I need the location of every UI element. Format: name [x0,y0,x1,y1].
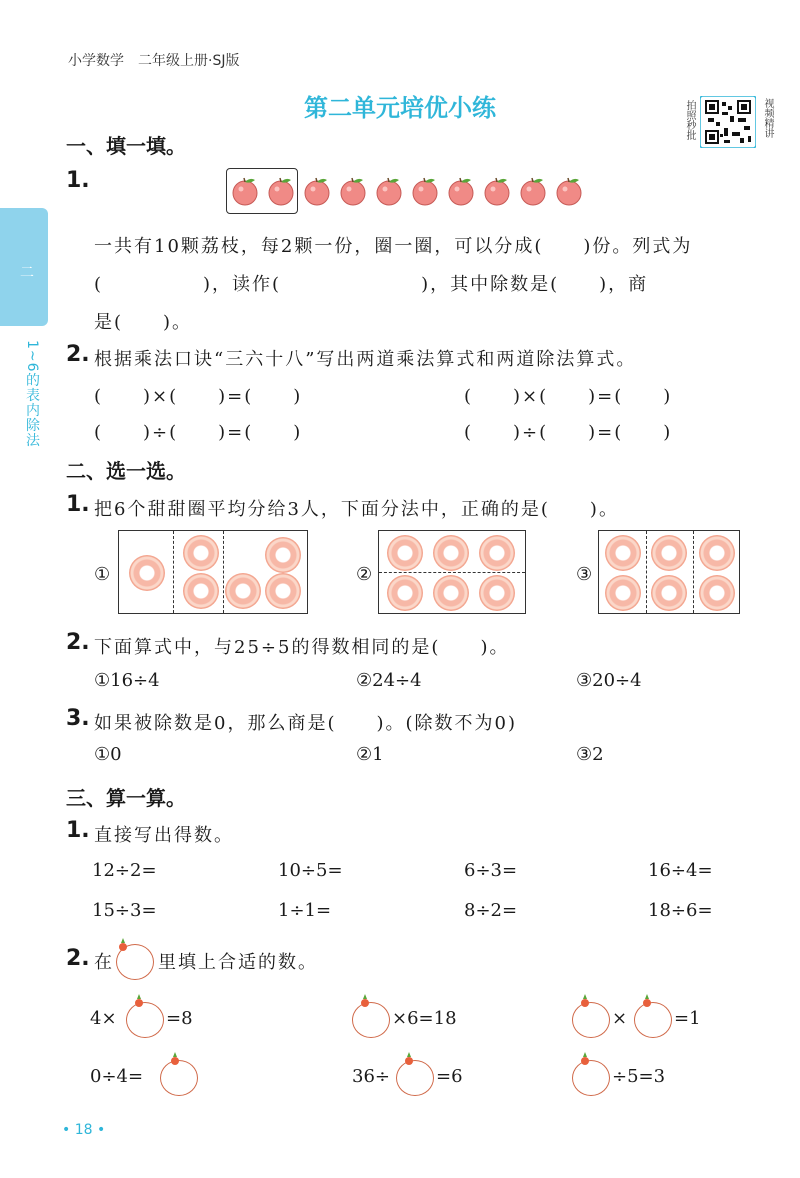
lychee-icon [446,176,476,206]
donut-icon [265,573,301,609]
lychee-icon [230,176,260,206]
donut-icon [129,555,165,591]
section-3-heading: 三、算一算。 [66,786,186,810]
lychee-icon [302,176,332,206]
s2-q1-option-3-label: ③ [576,564,593,585]
donut-icon [387,535,423,571]
calc-2-3: 8÷2= [464,900,518,921]
s1-q1-line-2: ( )，读作( )，其中除数是( )，商 [94,274,649,295]
s1-q2-text: 根据乘法口诀“三六十八”写出两道乘法算式和两道除法算式。 [94,349,637,370]
donut-icon [225,573,261,609]
s1-q1-line-3: 是( )。 [94,312,193,333]
carrot-icon [640,994,654,1008]
donut-icon [699,575,735,611]
carrot-icon [578,1052,592,1066]
section-2-heading: 二、选一选。 [66,459,186,483]
s1-q2-row-2: ( )×( )=( ) [464,386,673,407]
s2-q1-option-2-label: ② [356,564,373,585]
s2-q1-text: 把6个甜甜圈平均分给3人，下面分法中，正确的是( )。 [94,499,619,520]
s2-q3-option-1[interactable]: ①0 [94,744,122,765]
donut-icon [387,575,423,611]
s2-q2-option-3[interactable]: ③20÷4 [576,670,642,691]
s3-q1-text: 直接写出得数。 [94,825,234,846]
s1-q2-number: 2. [66,342,90,367]
option-3-donut-box[interactable] [598,530,740,614]
s3-q2-text-pre: 在 [94,952,114,973]
calc-2-2: 1÷1= [278,900,332,921]
s3-q2-text-post: 里填上合适的数。 [158,952,318,973]
divider [379,572,525,573]
donut-icon [183,573,219,609]
eq-e-left: 36÷ [352,1066,390,1087]
divider [223,531,224,613]
s2-q3-number: 3. [66,706,90,731]
page-title: 第二单元培优小练 [304,94,496,122]
s1-q2-row-1: ( )×( )=( ) [94,386,303,407]
calc-2-4: 18÷6= [648,900,713,921]
carrot-icon [132,994,146,1008]
s2-q2-option-2[interactable]: ②24÷4 [356,670,422,691]
eq-c-right: =1 [674,1008,701,1029]
s2-q3-option-2[interactable]: ②1 [356,744,384,765]
qr-right-label: 视频精讲 [762,98,773,138]
s2-q1-option-1-label: ① [94,564,111,585]
donut-icon [479,535,515,571]
lychee-icon [554,176,584,206]
lychee-icon [518,176,548,206]
donut-icon [433,535,469,571]
donut-icon [605,535,641,571]
section-1-heading: 一、填一填。 [66,134,186,158]
eq-e-right: =6 [436,1066,463,1087]
option-1-donut-box[interactable] [118,530,308,614]
s3-q2-number: 2. [66,946,90,971]
s1-q2-row-3: ( )÷( )=( ) [94,422,303,443]
option-2-donut-box[interactable] [378,530,526,614]
s1-q1-number: 1. [66,168,90,193]
donut-icon [699,535,735,571]
page-number: • 18 • [62,1122,106,1138]
donut-icon [479,575,515,611]
eq-a-left: 4× [90,1008,117,1029]
donut-icon [183,535,219,571]
lychee-icon [482,176,512,206]
donut-icon [265,537,301,573]
qr-left-label: 拍照秒批 [684,100,695,140]
eq-d-left: 0÷4= [90,1066,144,1087]
lychee-icon [374,176,404,206]
eq-b-right: ×6=18 [392,1008,457,1029]
s2-q2-option-1[interactable]: ①16÷4 [94,670,160,691]
divider [693,531,694,613]
s2-q2-text: 下面算式中，与25÷5的得数相同的是( )。 [94,637,510,658]
book-header: 小学数学 二年级上册·SJ版 [68,53,240,69]
unit-vertical-title: 1~6的表内除法 [24,340,40,448]
carrot-icon [168,1052,182,1066]
calc-2-1: 15÷3= [92,900,157,921]
calc-1-2: 10÷5= [278,860,343,881]
eq-f-right: ÷5=3 [612,1066,666,1087]
calc-1-1: 12÷2= [92,860,157,881]
divider [173,531,174,613]
s1-q1-line-1: 一共有10颗荔枝，每2颗一份，圈一圈，可以分成( )份。列式为 [94,236,693,257]
donut-icon [651,575,687,611]
s3-q1-number: 1. [66,818,90,843]
divider [646,531,647,613]
carrot-icon [578,994,592,1008]
s2-q2-number: 2. [66,630,90,655]
qr-code-icon[interactable] [700,96,756,148]
calc-1-3: 6÷3= [464,860,518,881]
carrot-icon [358,994,372,1008]
lychee-icon [266,176,296,206]
donut-icon [651,535,687,571]
carrot-icon [116,938,130,952]
calc-1-4: 16÷4= [648,860,713,881]
donut-icon [433,575,469,611]
s2-q1-number: 1. [66,492,90,517]
lychee-icon [338,176,368,206]
eq-a-right: =8 [166,1008,193,1029]
s2-q3-text: 如果被除数是0，那么商是( )。(除数不为0) [94,713,517,734]
eq-c-mid: × [612,1008,628,1029]
donut-icon [605,575,641,611]
s2-q3-option-3[interactable]: ③2 [576,744,604,765]
unit-tab-label: 二 [20,265,34,281]
carrot-icon [402,1052,416,1066]
lychee-icon [410,176,440,206]
s1-q2-row-4: ( )÷( )=( ) [464,422,673,443]
